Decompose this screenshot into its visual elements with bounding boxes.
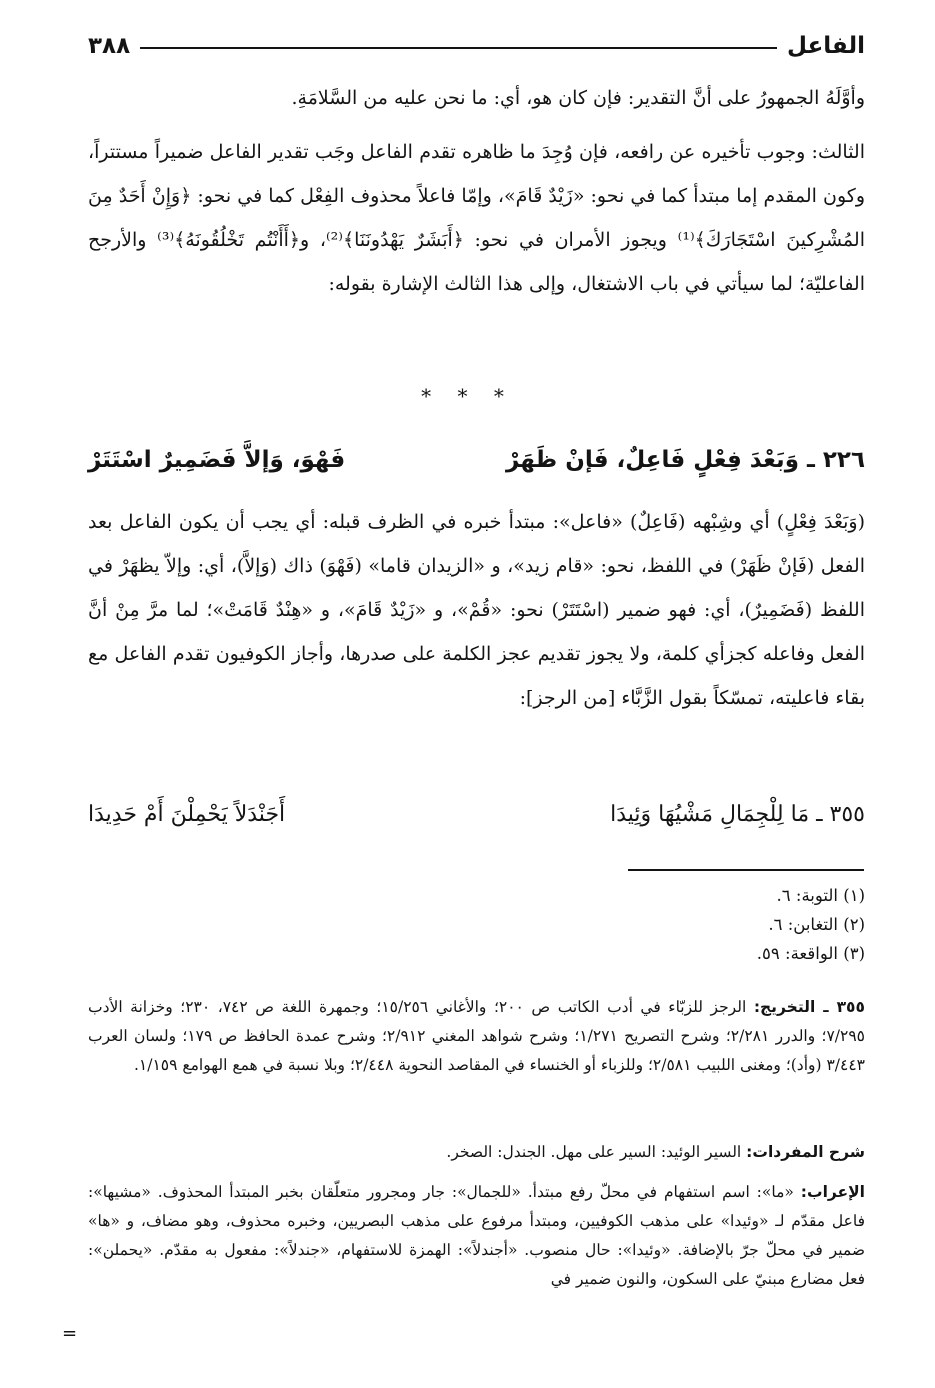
header-title: الفاعل — [787, 33, 865, 59]
footnote-2: (٢) التغابن: ٦. — [768, 915, 865, 934]
irab-text: «ما»: اسم استفهام في محلّ رفع مبتدأ. «للجمال»: جار ومجرور متعلّقان بخبر المبتدأ المحذوف. «مشيها»: فاعل مقدّم لـ «وئيدا» على مذهب الكوفيين، ومبتدأ مرفوع على مذهب البصريين، وخبره محذوف، وهو مضاف، و «ها» ضمير في محلّ جرّ بالإضافة. «وئيدا»: حال منصوب. «أجندلاً»: الهمزة للاستفهام، «جندلاً»: مفعول به مقدّم. «يحملن»: فعل مضارع مبنيّ على السكون، والنون ضمير في — [88, 1183, 865, 1288]
paragraph-2-text: الثالث: وجوب تأخيره عن رافعه، فإن وُجِدَ ما ظاهره تقدم الفاعل وجَب تقدير الفاعل ضميراً مستتراً، وكون المقدم إما مبتدأ كما في نحو: «زَيْدٌ قَامَ»، وإمّا فاعلاً محذوف الفِعْل كما في نحو: ﴿وَإِنْ أَحَدٌ مِنَ المُشْرِكينَ اسْتَجَارَكَ﴾⁽¹⁾ ويجوز الأمران في نحو: ﴿أَبَشَرٌ يَهْدُونَنَا﴾⁽²⁾، و﴿أَأَنْتُم تَخْلُقُونَهُ﴾⁽³⁾ والأرجح الفاعليّة؛ لما سيأتي في باب الاشتغال، وإلى هذا الثالث الإشارة بقوله: — [88, 141, 865, 295]
irab-label: الإعراب: — [800, 1183, 865, 1201]
footnotes — [88, 881, 865, 968]
irab-note — [88, 1178, 865, 1294]
footnote-1: (١) التوبة: ٦. — [776, 886, 865, 905]
verse-226 — [88, 438, 865, 482]
takhrij-text: الرجز للزبّاء في أدب الكاتب ص ٢٠٠؛ والأغاني ١٥/٢٥٦؛ وجمهرة اللغة ص ٧٤٢، ٢٣٠؛ وخزانة الأدب ٧/٢٩٥؛ والدرر ٢/٢٨١؛ وشرح التصريح ١/٢٧١؛ وشرح شواهد المغني ٢/٩١٢؛ وشرح عمدة الحافظ ص ١٧٩؛ ولسان العرب ٣/٤٤٣ (وأد)؛ ومغنى اللبيب ٢/٥٨١؛ وللزباء أو الخنساء في المقاصد النحوية ٢/٤٤٨؛ وبلا نسبة في همع الهوامع ١/١٥٩. — [88, 998, 865, 1074]
verse-355-second-hemistich: أَجَنْدَلاً يَحْمِلْنَ أَمْ حَدِيدَا — [88, 801, 286, 827]
takhrij-note — [88, 993, 865, 1080]
running-header — [88, 26, 865, 66]
vocabulary-text: السير الوئيد: السير على مهل. الجندل: الصخر. — [446, 1143, 742, 1161]
verse-226-first-hemistich: ٢٢٦ ـ وَبَعْدَ فِعْلٍ فَاعِلٌ، فَإنْ ظَهَرْ — [506, 447, 865, 473]
footnote-3: (٣) الواقعة: ٥٩. — [756, 944, 865, 963]
continuation-mark: = — [62, 1323, 78, 1344]
verse-355-first-hemistich: ٣٥٥ ـ مَا لِلْجِمَالِ مَشْيُهَا وَئِيدَا — [610, 801, 865, 827]
paragraph-1: وأوَّلَهُ الجمهورُ على أنَّ التقدير: فإن كان هو، أي: ما نحن عليه من السَّلامَةِ. — [291, 87, 865, 109]
paragraph-3 — [88, 500, 865, 720]
verse-355 — [88, 792, 865, 836]
vocabulary-note — [88, 1138, 865, 1167]
header-rule — [140, 47, 777, 49]
verse-226-second-hemistich: فَهْوَ، وَإلاَّ فَضَمِيرٌ اسْتَتَرْ — [88, 447, 346, 473]
vocabulary-label: شرح المفردات: — [746, 1143, 865, 1161]
paragraph-3-text: (وَبَعْدَ فِعْلٍ) أي وشِبْهه (فَاعِلٌ) «فاعل»: مبتدأ خبره في الظرف قبله: أي يجب أن يكون الفاعل بعد الفعل (فَإنْ ظَهَرْ) في اللفظ، نحو: «قام زيد»، و «الزيدان قاما» (فَهْوَ) ذاك (وَإلاَّ)، أي: وإلاّ يظهَرْ في اللفظ (فَضَمِيرٌ)، أي: فهو ضمير (اسْتَتَرْ) نحو: «قُمْ»، و «زَيْدٌ قَامَ»، و «هِنْدٌ قَامَتْ»؛ لما مرَّ مِنْ أنَّ الفعل وفاعله كجزأي كلمة، ولا يجوز تقديم عجز الكلمة على صدرها، وأجاز الكوفيون تقدم الفاعل مع بقاء فاعليته، تمسّكاً بقول الزَّبَّاء [من الرجز]: — [88, 511, 865, 709]
footnote-rule — [628, 869, 864, 871]
page-number: ٣٨٨ — [88, 33, 131, 59]
paragraph-2 — [88, 130, 865, 306]
section-divider: * * * — [421, 384, 514, 408]
takhrij-label: ٣٥٥ ـ التخريج: — [753, 998, 865, 1016]
